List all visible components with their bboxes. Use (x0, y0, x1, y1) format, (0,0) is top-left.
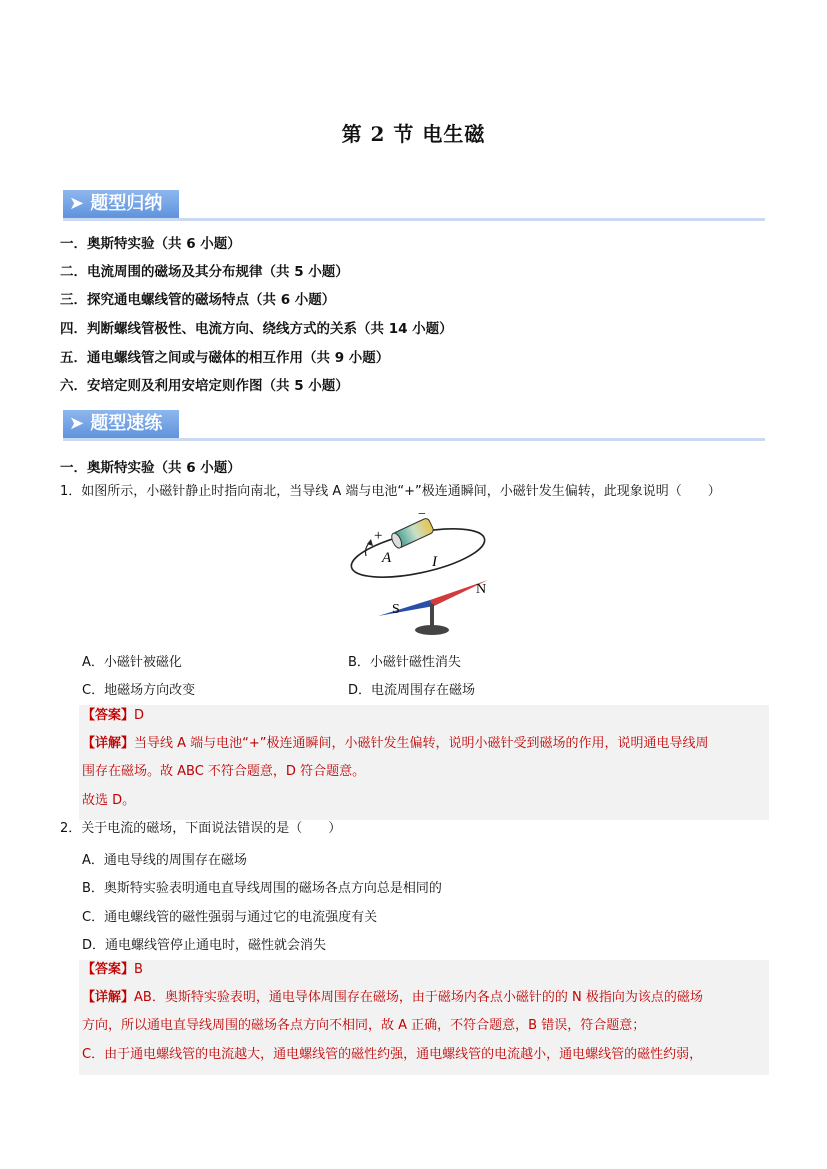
q2-detail-1 (82, 990, 703, 1006)
compass-base (415, 625, 449, 635)
q1-detail-3: 故选 D。 (82, 793, 136, 808)
battery-icon (390, 517, 435, 549)
banner-summary-label: ➤ 题型归纳 (63, 190, 179, 218)
page-title: 第 2 节 电生磁 (341, 122, 486, 146)
toc-item-3: 三．探究通电螺线管的磁场特点（共 6 小题） (60, 292, 336, 308)
detail-text: 当导线 A 端与电池“+”极连通瞬间，小磁针发生偏转，说明小磁针受到磁场的作用，说明通电导线周 (134, 736, 709, 751)
label-south: S (392, 602, 400, 617)
q1-detail-1 (82, 736, 709, 752)
label-a: A (382, 550, 392, 566)
q2-answer (82, 962, 143, 978)
q1-option-c: C．地磁场方向改变 (82, 683, 196, 698)
banner-practice-label: ➤ 题型速练 (63, 410, 179, 438)
q2-detail-3: C．由于通电螺线管的电流越大，通电螺线管的磁性约强，通电螺线管的电流越小，通电螺线管的磁性约弱， (82, 1047, 703, 1062)
toc-item-2: 二．电流周围的磁场及其分布规律（共 5 小题） (60, 264, 349, 280)
q2-option-c: C．通电螺线管的磁性强弱与通过它的电流强度有关 (82, 910, 378, 925)
detail-label: 【详解】 (82, 736, 135, 751)
answer-value: D (134, 708, 145, 723)
toc-item-4: 四．判断螺线管极性、电流方向、绕线方式的关系（共 14 小题） (60, 321, 453, 337)
toc-item-6: 六．安培定则及利用安培定则作图（共 5 小题） (60, 378, 349, 394)
q1-option-d: D．电流周围存在磁场 (348, 683, 476, 698)
section-heading: 一．奥斯特实验（共 6 小题） (60, 460, 241, 476)
needle-south-half (378, 600, 434, 616)
answer-value: B (134, 962, 143, 977)
detail-text: AB．奥斯特实验表明，通电导体周围存在磁场，由于磁场内各点小磁针的的 N 极指向为该点的磁场 (134, 990, 703, 1005)
toc-item-5: 五．通电螺线管之间或与磁体的相互作用（共 9 小题） (60, 350, 390, 366)
q2-option-d: D．通电螺线管停止通电时，磁性就会消失 (82, 938, 327, 953)
answer-label: 【答案】 (82, 708, 135, 723)
oersted-experiment-figure (338, 508, 498, 640)
question-1-stem: 1．如图所示，小磁针静止时指向南北，当导线 A 端与电池“+”极连通瞬间，小磁针发生偏转，此现象说明（ ） (60, 484, 721, 499)
label-current-i: I (432, 554, 437, 570)
label-plus: + (374, 528, 383, 544)
banner-divider (63, 218, 765, 221)
q2-option-b: B．奥斯特实验表明通电直导线周围的磁场各点方向总是相同的 (82, 881, 442, 896)
label-minus: − (418, 508, 426, 522)
q1-option-a: A．小磁针被磁化 (82, 655, 182, 670)
detail-label: 【详解】 (82, 990, 135, 1005)
question-2-stem: 2．关于电流的磁场，下面说法错误的是（ ） (60, 821, 342, 836)
q1-option-b: B．小磁针磁性消失 (348, 655, 461, 670)
banner-divider (63, 438, 765, 441)
answer-label: 【答案】 (82, 962, 135, 977)
toc-item-1: 一．奥斯特实验（共 6 小题） (60, 236, 241, 252)
q2-detail-2: 方向，所以通电直导线周围的磁场各点方向不相同，故 A 正确，不符合题意，B 错误，符合题意； (82, 1018, 646, 1033)
label-north: N (476, 582, 487, 597)
q1-answer (82, 708, 144, 724)
q1-detail-2: 围存在磁场。故 ABC 不符合题意，D 符合题意。 (82, 764, 366, 779)
compass-stand (430, 604, 434, 628)
q2-option-a: A．通电导线的周围存在磁场 (82, 853, 247, 868)
q1-answer-box (79, 705, 769, 820)
banner-practice (63, 410, 765, 442)
banner-summary (63, 190, 765, 222)
